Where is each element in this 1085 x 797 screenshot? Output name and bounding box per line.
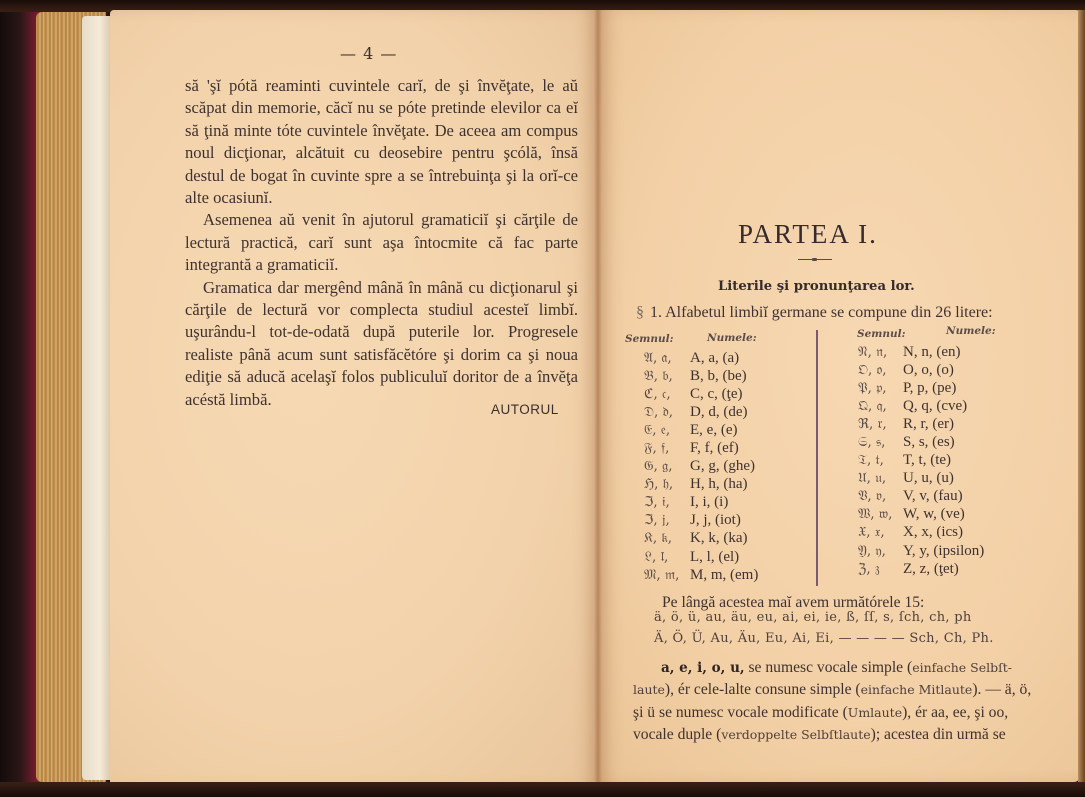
letter-name: Y, y, (ipsilon) [903,542,985,559]
letter-name: D, d, (de) [690,404,748,421]
text-run: ), ér aa, ee, şi oo, [902,703,1009,721]
title-ornament-rule [798,259,832,260]
alphabet-row [858,361,1043,379]
alphabet-row [644,529,804,547]
fraktur-letter: 𝔈, 𝔢, [644,422,671,439]
text-run: vocale duple ( [633,725,722,743]
paragraph-text: 1. Alfabetul limbiĭ germane se compune din 26 litere: [650,304,993,321]
letter-name: H, h, (ha) [690,476,748,493]
left-page-body [185,75,578,411]
fraktur-letter: ℨ, 𝔷 [858,560,880,577]
fraktur-letter: 𝔇, 𝔡, [644,404,674,421]
alphabet-row [644,421,804,439]
fraktur-letter: 𝔚, 𝔴, [858,506,893,523]
fraktur-letter: 𝔅, 𝔟, [644,368,673,385]
alphabet-row [858,343,1043,361]
fraktur-letter: 𝔒, 𝔬, [858,362,887,379]
section-heading: Literile şi pronunţarea lor. [718,279,915,294]
page-stack-white-edge [82,16,112,780]
bottom-shadow [0,782,1085,797]
fraktur-letter: 𝔔, 𝔮, [858,398,887,415]
text-line [633,657,1045,679]
fraktur-letter: 𝔊, 𝔤, [644,458,673,475]
letter-name: X, x, (ics) [903,524,963,541]
letter-name: C, c, (ţe) [690,386,743,403]
alphabet-row [644,439,804,457]
text-run: şi ü se numesc vocale modificate ( [633,703,848,721]
fraktur-letter: 𝔛, 𝔵, [858,524,885,541]
letter-name: S, s, (es) [903,434,955,451]
alphabet-row [858,469,1043,487]
text-run: ), ér cele-lalte consune simple ( [664,681,861,699]
text-line [633,702,1045,724]
german-term: einfache Mitlaute [860,682,973,698]
fraktur-letter: 𝔓, 𝔭, [858,380,887,397]
alphabet-row [858,542,1043,560]
section-mark: § [636,304,644,321]
letter-name: M, m, (em) [690,566,759,583]
fraktur-letter: ℜ, 𝔯, [858,416,887,433]
paragraph: să 'şĭ pótă reaminti cuvintele carĭ, de şi învĕţate, le aŭ scăpat din memorie, căcĭ nu se póte pretinde elevilor ca eĭ să ţină minte tóte cuvintele învĕţate. De aceea am compus noul dicţionar, alcătuit cu deosebire pentru şcólă, însă destul de bogat în cuvinte spre a se întrebuinţa şi la orĭ-ce alte ocasiunĭ. [185,76,578,208]
column-header-name: Numele: [946,325,996,337]
fraktur-letter: 𝔄, 𝔞, [644,350,672,366]
extra-letters-lowercase: ä, ö, ü, au, äu, eu, ai, ei, ie, ß, ſſ, s, ſch, ch, ph [654,610,972,625]
fraktur-letter: 𝔗, 𝔱, [858,452,884,469]
fraktur-letter: 𝔐, 𝔪, [644,566,680,583]
part-title: PARTEA I. [738,219,878,249]
alphabet-row [858,379,1043,397]
paragraph: Asemenea aŭ venit în ajutorul gramaticiĭ şi cărţile de lectură practică, carĭ sunt aşa întocmite că fac parte integrantă a gramaticiĭ. [185,210,578,275]
letter-name: A, a, (a) [690,350,740,366]
column-header-sign: Semnul: [625,333,674,345]
alphabet-row [858,487,1043,505]
fraktur-letter: 𝔑, 𝔫, [858,344,888,360]
letter-name: L, l, (el) [690,548,740,565]
alphabet-row [858,415,1043,433]
alphabet-row [858,451,1043,469]
fraktur-letter: ℑ, 𝔦, [644,494,670,511]
alphabet-row [644,548,804,566]
fraktur-letter: ℑ, 𝔧, [644,512,670,529]
alphabet-row [644,385,804,403]
fraktur-letter: ℭ, 𝔠, [644,386,671,403]
letter-name: Z, z, (ţet) [903,560,959,577]
text-line [633,724,1045,746]
alphabet-row [644,457,804,475]
letter-name: G, g, (ghe) [690,458,755,475]
letter-name: B, b, (be) [690,368,747,385]
alphabet-row [644,349,804,367]
german-term: einfache Selbſt- [912,660,1012,675]
alphabet-row [858,560,1043,578]
page-number: — 4 — [340,44,398,63]
text-run: ). — ä, ö, [972,681,1032,699]
fraktur-letter: ℌ, 𝔥, [644,476,674,493]
letter-name: V, v, (fau) [903,488,963,505]
book-gutter [594,10,602,787]
letter-name: I, i, (i) [690,494,729,511]
author-signature: AUTORUL [491,402,559,417]
vowels-bold: a, e, i, o, u, [661,660,745,676]
section-paragraph-2: Pe lângă acestea maĭ avem următórele 15: [662,594,925,611]
text-run: ); acestea din urmă se [870,725,1006,743]
alphabet-table-left [644,349,804,584]
fraktur-letter: 𝔎, 𝔨, [644,530,673,547]
alphabet-row [858,397,1043,415]
letter-name: F, f, (ef) [690,440,739,457]
alphabet-row [644,367,804,385]
fraktur-letter: 𝔏, 𝔩, [644,548,669,565]
alphabet-row [644,475,804,493]
letter-name: P, p, (pe) [903,380,957,397]
letter-name: Q, q, (cve) [903,398,968,415]
letter-name: N, n, (en) [903,344,961,360]
alphabet-row [858,505,1043,523]
fraktur-letter: 𝔖, 𝔰, [858,434,886,451]
text-run: se numesc vocale simple ( [744,659,913,676]
extra-letters-uppercase: Ä, Ö, Ü, Au, Äu, Eu, Ai, Ei, — — — — Sch, Ch, Ph. [654,631,994,646]
letter-name: R, r, (er) [903,416,955,433]
paragraph: Gramatica dar mergênd mână în mână cu dicţionarul şi cărţile de lectură vor complecta studiul acesteĭ limbĭ. uşurându-l tot-de-odată după puterile lor. Progresele realiste până acum sunt satisfăcĕtóre şi dorim ca şi noua ediţie să aducă acelaşĭ folos publiculuĭ doritor de a învĕţa acéstă limbă. [185,277,578,409]
fraktur-letter: 𝔜, 𝔶, [858,542,886,559]
alphabet-row [858,433,1043,451]
letter-name: W, w, (ve) [903,506,965,523]
letter-name: O, o, (o) [903,362,954,379]
section-paragraph-1 [636,304,993,322]
alphabet-row [858,523,1043,541]
german-term: verdoppelte Selbſtlaute [721,726,871,742]
column-header-sign: Semnul: [857,328,906,340]
letter-name: U, u, (u) [903,470,954,487]
fraktur-letter: 𝔉, 𝔣, [644,440,670,457]
letter-name: T, t, (te) [903,452,952,469]
fraktur-letter: 𝔘, 𝔲, [858,470,887,487]
letter-name: J, j, (iot) [690,512,741,529]
alphabet-table-right [858,343,1043,578]
letter-name: K, k, (ka) [690,530,748,547]
german-term: laute [633,682,665,698]
alphabet-row [644,493,804,511]
column-header-name: Numele: [707,332,757,344]
fraktur-letter: 𝔙, 𝔳, [858,488,887,505]
vowels-paragraph [633,657,1045,746]
alphabet-row [644,403,804,421]
column-divider [816,330,818,586]
alphabet-row [644,511,804,529]
letter-name: E, e, (e) [690,422,738,439]
text-line [633,679,1045,701]
right-page-edge [1078,10,1085,782]
german-term: Umlaute [847,704,903,720]
alphabet-row [644,566,804,584]
